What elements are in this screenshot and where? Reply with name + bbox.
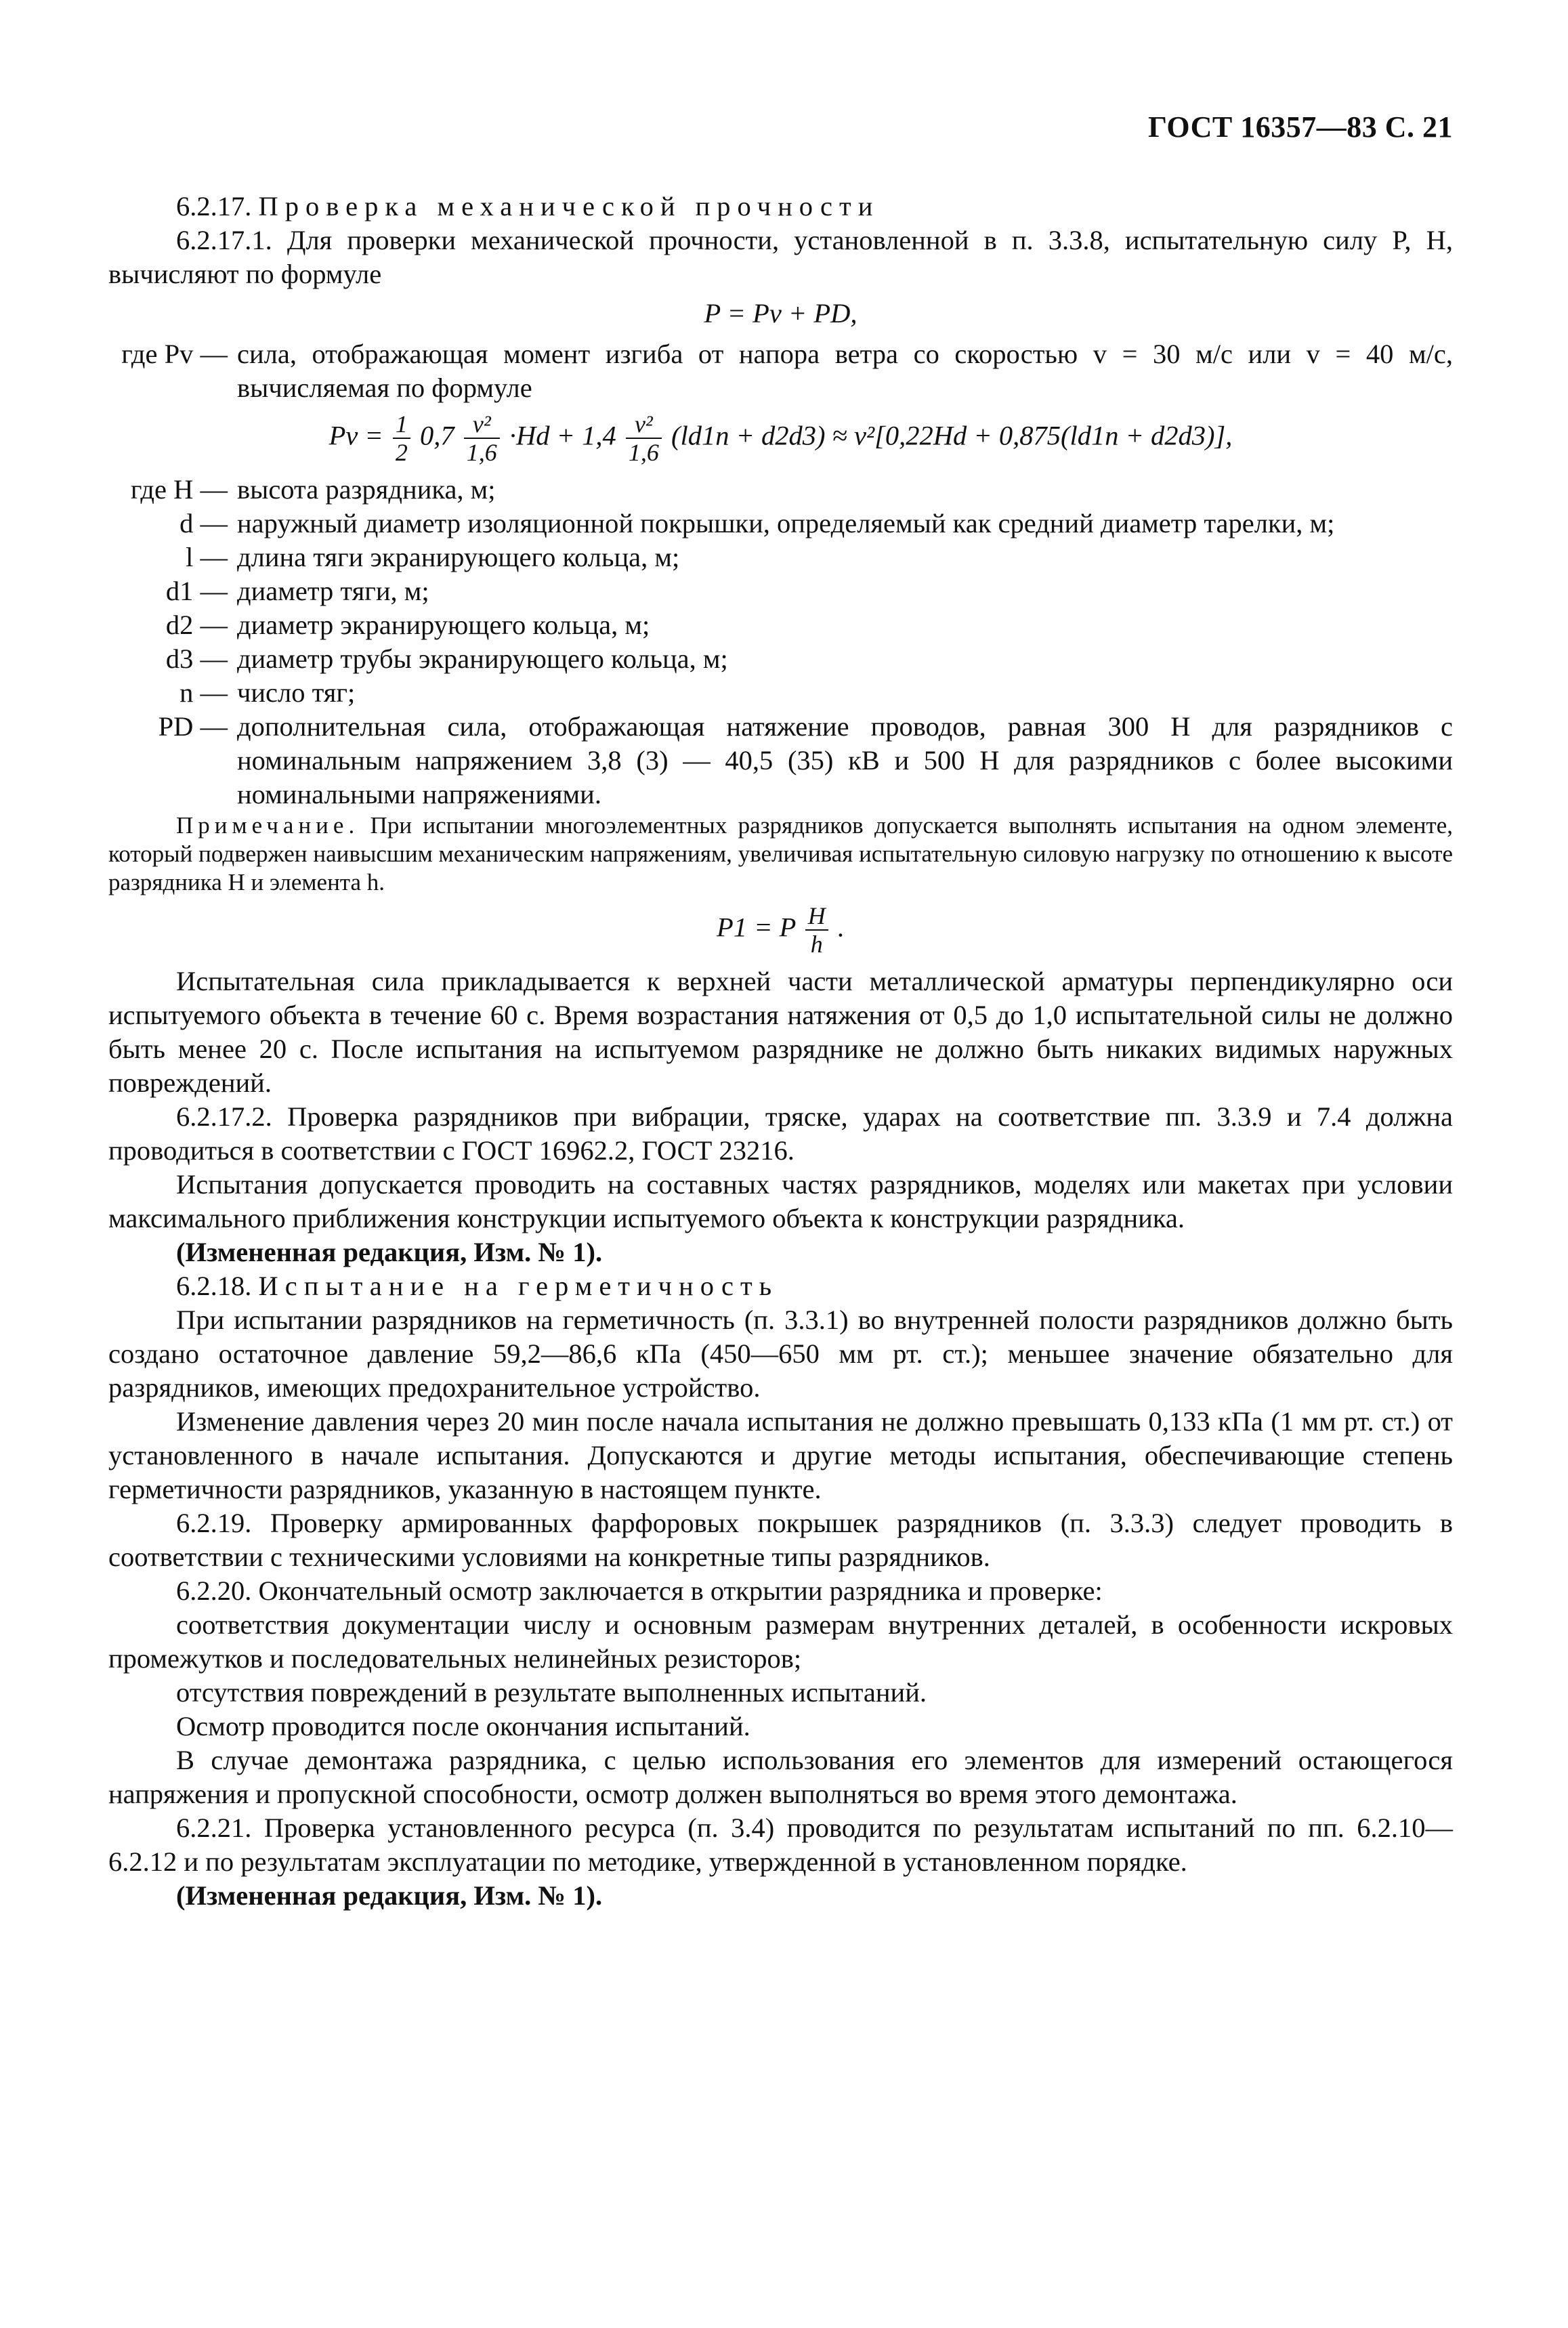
definition-symbol: d3 — (165, 643, 228, 674)
definition-text: диаметр экранирующего кольца, м; (237, 610, 650, 640)
definition-text: диаметр тяги, м; (237, 576, 429, 606)
formula-coef: 0,7 (420, 420, 454, 451)
section-number: 6.2.17. (176, 191, 252, 221)
formula-main: P = Pv + PD, (704, 298, 857, 329)
definition-row (108, 507, 1453, 541)
paragraph: Осмотр проводится после окончания испытаний. (176, 1711, 750, 1741)
definition-symbol: d2 — (165, 610, 228, 640)
page-body (108, 190, 1453, 1913)
definition-row (108, 574, 1453, 608)
page-header: ГОСТ 16357—83 С. 21 (1147, 110, 1453, 144)
paragraph: 6.2.17.2. Проверка разрядников при вибрации, тряске, ударах на соответствие пп. 3.3.9 и 7.4 должна проводиться в соответствии с ГОСТ 16962.2, ГОСТ 23216. (108, 1101, 1453, 1166)
definition-text: высота разрядника, м; (237, 474, 496, 505)
formula-lhs: Pv = (329, 420, 383, 451)
section-heading-6-2-18 (108, 1269, 1453, 1303)
definition-symbol: PD — (158, 711, 228, 742)
definition-text: длина тяги экранирующего кольца, м; (237, 542, 680, 572)
formula-term: ·Hd + 1,4 (509, 420, 616, 451)
section-number: 6.2.18. (176, 1271, 252, 1301)
definition-text: дополнительная сила, отображающая натяжение проводов, равная 300 Н для разрядников с номинальным напряжением 3,8 (3) — 40,5 (35) кВ и 500 Н для разрядников с более высокими номинальными напряжениями. (237, 711, 1453, 809)
definition-symbol: d — (179, 508, 228, 538)
definitions-list (108, 473, 1453, 811)
section-heading-6-2-17 (108, 190, 1453, 224)
definition-row (108, 642, 1453, 676)
definition-row (108, 608, 1453, 642)
paragraph: 6.2.20. Окончательный осмотр заключается в открытии разрядника и проверке: (176, 1575, 1103, 1606)
note-text: При испытании многоэлементных разрядников допускается выполнять испытания на одном элементе, который подвержен наивысшим механическим напряжениям, увеличивая испытательную силовую нагрузку по отношению к высоте разрядника H и элемента h. (108, 812, 1454, 895)
revision-note: (Измененная редакция, Изм. № 1). (176, 1880, 603, 1911)
definition-row (108, 337, 1453, 405)
paragraph: При испытании разрядников на герметичность (п. 3.3.1) во внутренней полости разрядников должно быть создано остаточное давление 59,2—86,6 кПа (450—650 мм рт. ст.); меньшее значение обязательно для разрядников, имеющих предохранительное устройство. (108, 1305, 1453, 1403)
definition-text: число тяг; (237, 677, 356, 708)
paragraph: Испытания допускается проводить на составных частях разрядников, моделях или макетах при условии максимального приближения конструкции испытуемого объекта к конструкции разрядника. (108, 1169, 1453, 1233)
paragraph: Изменение давления через 20 мин после начала испытания не должно превышать 0,133 кПа (1 мм рт. ст.) от установленного в начале испытания. Допускаются и другие методы испытания, обеспечивающие степень герметичности разрядников, указанную в настоящем пункте. (108, 1406, 1453, 1504)
paragraph: соответствия документации числу и основным размерам внутренних деталей, в особенности искровых промежутков и последовательных нелинейных резисторов; (108, 1609, 1453, 1674)
definition-row (108, 676, 1453, 710)
definition-symbol: где Pv — (121, 339, 228, 369)
fraction: $\frac{\text{v²}}{1,6}$ (626, 410, 662, 466)
definition-symbol: d1 — (165, 576, 228, 606)
formula-lhs: P1 = P (717, 912, 796, 943)
paragraph: 6.2.21. Проверка установленного ресурса (п. 3.4) проводится по результатам испытаний по пп. 6.2.10—6.2.12 и по результатам эксплуатации по методике, утвержденной в установленном порядке. (108, 1813, 1453, 1877)
formula-p1 (108, 902, 1453, 958)
definition-symbol: l — (186, 542, 228, 572)
fraction: $\frac{\text{v²}}{1,6}$ (464, 410, 500, 466)
section-title: Проверка механической прочности (258, 191, 880, 221)
definition-text: диаметр трубы экранирующего кольца, м; (237, 643, 728, 674)
definition-row (108, 541, 1453, 574)
definition-text: сила, отображающая момент изгиба от напора ветра со скоростью v = 30 м/с или v = 40 м/с, вычисляемая по формуле (237, 339, 1453, 403)
note-label: Примечание. (176, 812, 360, 839)
formula-tail: . (837, 912, 845, 943)
note (108, 811, 1453, 897)
paragraph: отсутствия повреждений в результате выполненных испытаний. (176, 1677, 927, 1708)
revision-note: (Измененная редакция, Изм. № 1). (176, 1237, 603, 1267)
formula-pv (108, 410, 1453, 466)
fraction: $\frac{H}{h}$ (805, 902, 828, 958)
fraction: $\frac{1}{2}$ (393, 410, 410, 466)
definition-symbol: где H — (130, 474, 228, 505)
definition-symbol: n — (179, 677, 228, 708)
paragraph: В случае демонтажа разрядника, с целью использования его элементов для измерений остающегося напряжения и пропускной способности, осмотр должен выполняться во время этого демонтажа. (108, 1745, 1453, 1809)
section-title: Испытание на герметичность (258, 1271, 779, 1301)
formula-term: (ld1n + d2d3) ≈ v²[0,22Hd + 0,875(ld1n + d2d3)], (671, 420, 1233, 451)
paragraph: Испытательная сила прикладывается к верхней части металлической арматуры перпендикулярно оси испытуемого объекта в течение 60 с. Время возрастания натяжения от 0,5 до 1,0 испытательной силы не должно быть менее 20 с. После испытания на испытуемом разряднике не должно быть никаких видимых наружных повреждений. (108, 966, 1453, 1098)
definition-text: наружный диаметр изоляционной покрышки, определяемый как средний диаметр тарелки, м; (237, 508, 1335, 538)
paragraph: 6.2.17.1. Для проверки механической прочности, установленной в п. 3.3.8, испытательную силу P, Н, вычисляют по формуле (108, 225, 1453, 289)
definition-row (108, 473, 1453, 507)
definition-row (108, 710, 1453, 811)
paragraph: 6.2.19. Проверку армированных фарфоровых покрышек разрядников (п. 3.3.3) следует проводить в соответствии с техническими условиями на конкретные типы разрядников. (108, 1508, 1453, 1572)
